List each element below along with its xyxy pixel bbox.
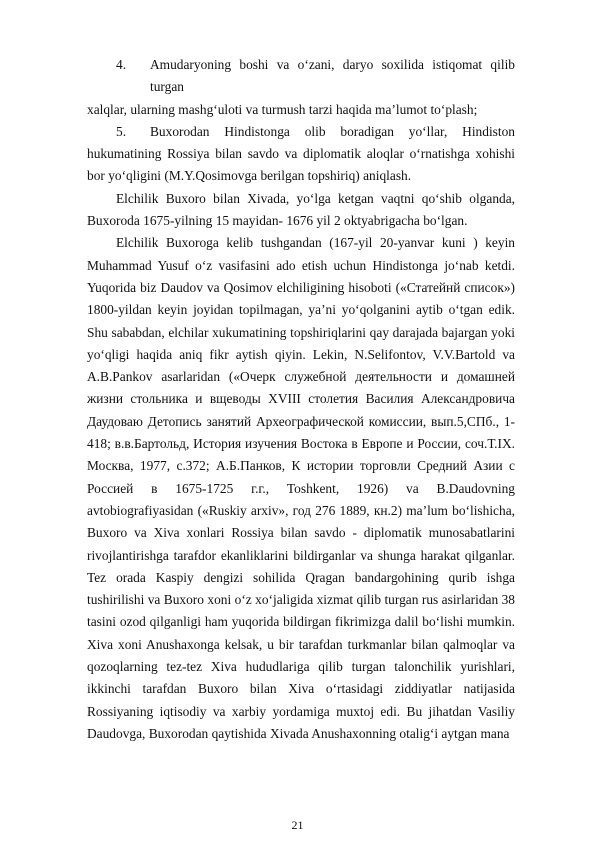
list-item-text-rest: hukumatining Rossiya bilan savdo va diplomatik aloqlar o‘rnatishga xohishi bor yo‘qligini (M.Y.Qosimovga berilgan topshiriq) aniqlash.: [87, 146, 515, 184]
list-item-first-line: [87, 121, 515, 143]
list-item-first-line: [87, 54, 515, 99]
paragraph-embassy-dates: Elchilik Buxoro bilan Xivada, yo‘lga ketgan vaqtni qo‘shib olganda, Buxoroda 1675-yilning 15 mayidan- 1676 yil 2 oktyabrigacha bo‘lgan.: [87, 190, 515, 229]
list-item-5: [87, 121, 515, 188]
page-body: [87, 54, 515, 745]
list-item-4: [87, 54, 515, 121]
list-item-number: 4.: [116, 57, 127, 72]
paragraph-embassy-report: Elchilik Buxoroga kelib tushgandan (167-yil 20-yanvar kuni ) keyin Muhammad Yusuf o‘z vasifasini ado etish uchun Hindistonga jo‘nab ketdi. Yuqorida biz Daudov va Qosimov elchiligining hisoboti («Статейнй список») 1800-yildan keyin joyidan topilmagan, ya’ni yo‘qolganini aytib o‘tgan edik. Shu sababdan, elchilar xukumatining topshiriqlarini qay darajada bajargan yoki yo‘qligi haqida aniq fikr aytish qiyin. Lekin, N.Selifontov, V.V.Bartold va A.B.Pankov asarlaridan («Очерк служебной деятельности и домашней жизни стольника и вщеводы XVIII столетия Василия Александровича Даудоваю Детопись занятий Археографической комиссии, вып.5,СПб., 1-418; в.в.Бартольд, История изучения Востока в Европе и России, соч.Т.IX. Москва, 1977, с.372; А.Б.Панков, К истории торговли Средний Азии с Россией в 1675-1725 г.г., Toshkent, 1926) va B.Daudovning avtobiografiyasidan («Ruskiy arxiv», год 276 1889, кн.2) ma’lum bo‘lishicha, Buxoro va Xiva xonlari Rossiya bilan savdo - diplomatik munosabatlarini rivojlantirishga tarafdor ekanliklarini bildirganlar va shunga harakat qilganlar. Tez orada Kaspiy dengizi sohilida Qragan bandargohining qurib ishga tushirilishi va Buxoro xoni o‘z xo‘jaligida xizmat qilib turgan rus asirlaridan 38 tasini ozod qilganligi ham yuqorida bildirgan fikrimizga dalil bo‘lishi mumkin. Xiva xoni Anushaxonga kelsak, u bir tarafdan turkmanlar bilan qalmoqlar va qozoqlarning tez-tez Xiva hududlariga qilib turgan talonchilik yurishlari, ikkinchi tarafdan Buxoro bilan Xiva o‘rtasidagi ziddiyatlar natijasida Rossiyaning iqtisodiy va xarbiy yordamiga muxtoj edi. Bu jihatdan Vasiliy Daudovga, Buxorodan qaytishida Xivada Anushaxonning otalig‘i aytgan mana: [87, 235, 515, 741]
list-item-number: 5.: [116, 123, 127, 139]
page-number: 21: [291, 818, 304, 832]
list-item-text-first: Buxorodan Hindistonga olib boradigan yo‘llar, Hindiston: [150, 123, 515, 139]
list-item-text-rest: xalqlar, ularning mashg‘uloti va turmush tarzi haqida ma’lumot to‘plash;: [87, 101, 478, 117]
list-item-text-first: Amudaryoning boshi va o‘zani, daryo soxilida istiqomat qilib turgan: [150, 57, 515, 95]
